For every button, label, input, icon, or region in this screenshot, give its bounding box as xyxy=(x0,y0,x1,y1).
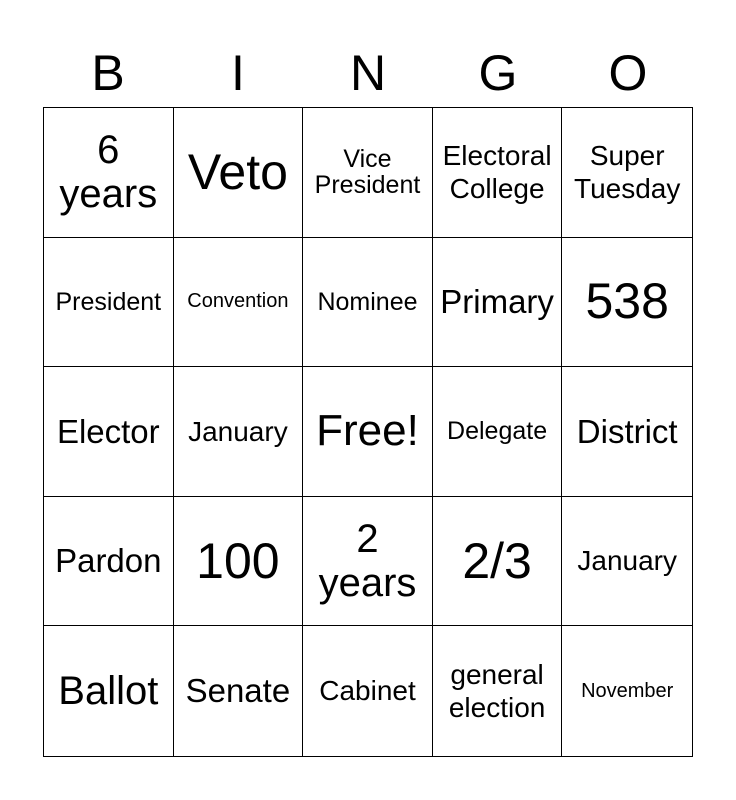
bingo-header xyxy=(43,40,693,106)
bingo-cell[interactable]: Elector xyxy=(44,367,174,497)
bingo-cell[interactable]: general election xyxy=(433,626,563,756)
bingo-cell[interactable]: Super Tuesday xyxy=(562,108,692,238)
bingo-cell[interactable]: Ballot xyxy=(44,626,174,756)
bingo-cell[interactable]: January xyxy=(562,497,692,627)
bingo-cell[interactable]: Pardon xyxy=(44,497,174,627)
header-letter-i: I xyxy=(231,45,245,101)
bingo-cell[interactable]: 100 xyxy=(174,497,304,627)
bingo-cell[interactable]: 2 years xyxy=(303,497,433,627)
bingo-cell[interactable]: Electoral College xyxy=(433,108,563,238)
bingo-cell[interactable]: 2/3 xyxy=(433,497,563,627)
bingo-board xyxy=(43,107,693,757)
bingo-cell[interactable]: Cabinet xyxy=(303,626,433,756)
bingo-cell[interactable]: District xyxy=(562,367,692,497)
bingo-cell[interactable]: Vice President xyxy=(303,108,433,238)
bingo-cell[interactable]: 538 xyxy=(562,238,692,368)
header-letter-o: O xyxy=(608,45,648,101)
bingo-cell[interactable]: Nominee xyxy=(303,238,433,368)
bingo-cell[interactable]: Convention xyxy=(174,238,304,368)
bingo-cell[interactable]: Delegate xyxy=(433,367,563,497)
bingo-cell[interactable]: Senate xyxy=(174,626,304,756)
bingo-cell[interactable]: Primary xyxy=(433,238,563,368)
bingo-cell[interactable]: Veto xyxy=(174,108,304,238)
bingo-cell-free[interactable]: Free! xyxy=(303,367,433,497)
header-letter-n: N xyxy=(349,45,387,101)
bingo-cell[interactable]: January xyxy=(174,367,304,497)
header-letter-b: B xyxy=(91,45,125,101)
bingo-cell[interactable]: November xyxy=(581,679,674,702)
bingo-cell[interactable]: 6 years xyxy=(44,108,174,238)
header-letter-g: G xyxy=(478,45,518,101)
bingo-cell[interactable]: President xyxy=(44,238,174,368)
